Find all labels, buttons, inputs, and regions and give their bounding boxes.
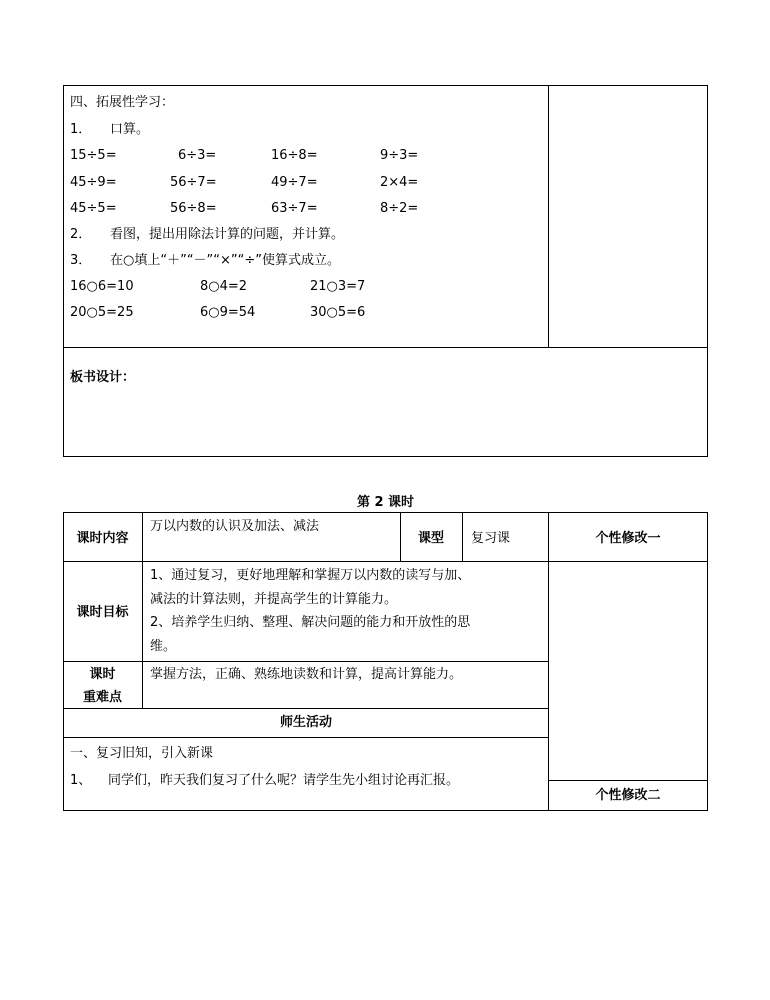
section-heading: 四、拓展性学习： (70, 95, 175, 110)
review-heading: 一、复习旧知，引入新课 (70, 746, 214, 761)
fill-problem: 30○5=6 (310, 305, 366, 320)
fill-problem: 16○6=10 (70, 279, 134, 294)
item-3-number: 3． (70, 253, 92, 268)
personal-modify-1: 个性修改一 (595, 531, 661, 546)
type-label: 课型 (417, 531, 444, 546)
calc-problem: 56÷8= (170, 201, 217, 216)
content-label: 课时内容 (76, 531, 129, 546)
goal-line: 1、通过复习，更好地理解和掌握万以内数的读写与加、 (150, 568, 471, 583)
item-1-number: 1． (70, 122, 92, 137)
calc-problem: 6÷3= (178, 148, 217, 163)
content-value: 万以内数的认识及加法、减法 (150, 519, 320, 534)
key-value: 掌握方法，正确、熟练地读数和计算，提高计算能力。 (150, 667, 463, 682)
fill-problem: 20○5=25 (70, 305, 134, 320)
review-item-number: 1、 (70, 773, 92, 788)
fill-problem: 8○4=2 (200, 279, 248, 294)
item-2-text: 看图，提出用除法计算的问题，并计算。 (110, 227, 345, 242)
calc-problem: 45÷5= (70, 201, 117, 216)
goal-label: 课时目标 (76, 605, 129, 620)
review-item-text: 同学们，昨天我们复习了什么呢？请学生先小组讨论再汇报。 (108, 773, 460, 788)
item-3-text: 在○填上“＋”“－”“×”“÷”使算式成立。 (110, 253, 341, 268)
calc-problem: 2×4= (380, 175, 419, 190)
lesson-title: 第 2 课时 (356, 495, 415, 510)
calc-problem: 63÷7= (271, 201, 318, 216)
type-value: 复习课 (471, 531, 511, 546)
board-design-label: 板书设计： (70, 370, 136, 385)
key-label-line2: 重难点 (82, 690, 122, 705)
item-2-number: 2． (70, 227, 92, 242)
item-1-text: 口算。 (110, 122, 150, 137)
calc-problem: 45÷9= (70, 175, 117, 190)
fill-problem: 6○9=54 (200, 305, 256, 320)
key-label-line1: 课时 (89, 667, 116, 682)
personal-modify-2: 个性修改二 (595, 788, 661, 803)
calc-problem: 8÷2= (380, 201, 419, 216)
calc-problem: 49÷7= (271, 175, 318, 190)
goal-line: 维。 (150, 639, 177, 654)
goal-line: 2、培养学生归纳、整理、解决问题的能力和开放性的思 (150, 615, 471, 630)
activity-label: 师生活动 (279, 715, 332, 730)
calc-problem: 16÷8= (271, 148, 318, 163)
fill-problem: 21○3=7 (310, 279, 366, 294)
goal-line: 减法的计算法则，并提高学生的计算能力。 (150, 592, 398, 607)
calc-problem: 15÷5= (70, 148, 117, 163)
calc-problem: 9÷3= (380, 148, 419, 163)
calc-problem: 56÷7= (170, 175, 217, 190)
